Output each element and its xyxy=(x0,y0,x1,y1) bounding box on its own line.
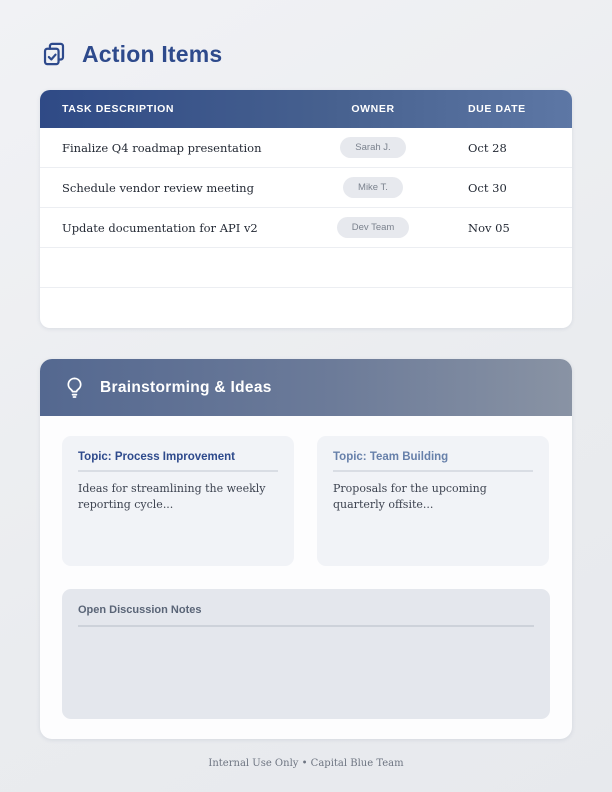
task-description: Finalize Q4 roadmap presentation xyxy=(62,140,262,155)
task-description: Update documentation for API v2 xyxy=(62,220,258,235)
action-items-table xyxy=(40,90,572,328)
table-row xyxy=(40,208,572,248)
page-footer: Internal Use Only • Capital Blue Team xyxy=(208,758,404,769)
page-title: Action Items xyxy=(82,40,223,67)
owner-badge: Sarah J. xyxy=(340,137,405,158)
owner-cell xyxy=(308,177,438,198)
open-discussion-notes-box xyxy=(62,589,550,719)
topic-card-team-building xyxy=(317,436,549,566)
clipboard-check-icon xyxy=(40,40,68,68)
column-header-due-date: DUE DATE xyxy=(468,103,526,115)
table-row-empty xyxy=(40,248,572,288)
topic-cards xyxy=(62,436,550,566)
task-description: Schedule vendor review meeting xyxy=(62,180,254,195)
table-row-empty xyxy=(40,288,572,328)
brainstorming-title: Brainstorming & Ideas xyxy=(100,378,272,396)
table-header-row xyxy=(40,90,572,128)
action-items-header xyxy=(40,0,572,68)
notes-title: Open Discussion Notes xyxy=(78,604,534,627)
owner-cell xyxy=(308,217,438,238)
owner-cell xyxy=(308,137,438,158)
topic-card-process-improvement xyxy=(62,436,294,566)
due-date: Oct 30 xyxy=(468,180,507,195)
topic-title: Topic: Team Building xyxy=(333,451,533,472)
owner-badge: Dev Team xyxy=(337,217,410,238)
topic-body: Proposals for the upcoming quarterly offsite... xyxy=(333,482,487,511)
brainstorming-body xyxy=(40,416,572,739)
topic-title: Topic: Process Improvement xyxy=(78,451,278,472)
due-date: Oct 28 xyxy=(468,140,507,155)
table-row xyxy=(40,168,572,208)
topic-body: Ideas for streamlining the weekly reporting cycle... xyxy=(78,482,266,511)
owner-badge: Mike T. xyxy=(343,177,403,198)
brainstorming-section xyxy=(40,359,572,739)
column-header-task: TASK DESCRIPTION xyxy=(62,103,175,115)
due-date: Nov 05 xyxy=(468,220,510,235)
lightbulb-icon xyxy=(62,375,87,400)
column-header-owner: OWNER xyxy=(351,103,395,115)
table-row xyxy=(40,128,572,168)
brainstorming-header xyxy=(40,359,572,416)
